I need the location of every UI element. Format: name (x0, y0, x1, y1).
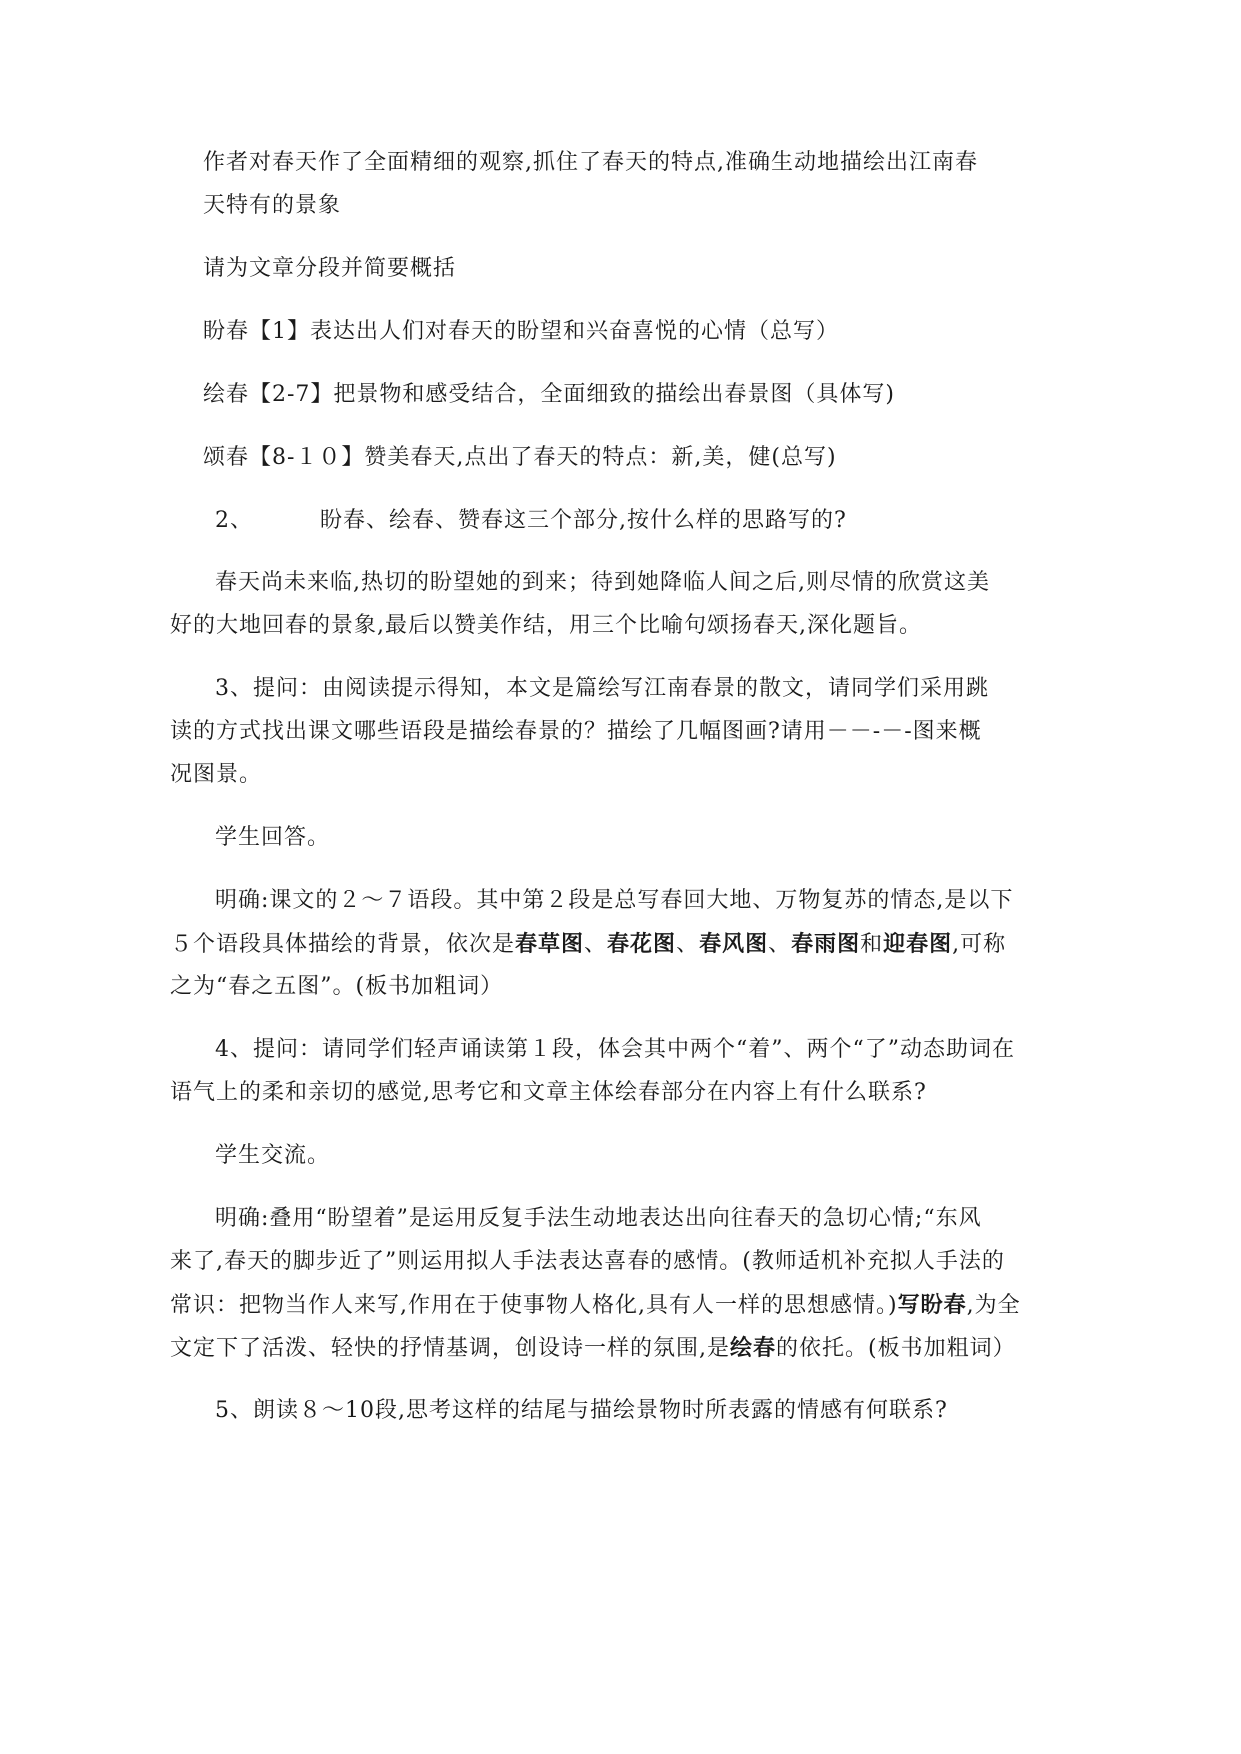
separator: 、 (768, 932, 792, 957)
bold-term: 绘春 (730, 1335, 777, 1361)
question-line: 3、提问：由阅读提示得知，本文是篇绘写江南春景的散文，请同学们采用跳 (215, 676, 989, 701)
bold-term: 春雨图 (791, 931, 861, 957)
separator: 、 (676, 932, 700, 957)
answer-line: 好的大地回春的景象,最后以赞美作结，用三个比喻句颂扬春天,深化题旨。 (170, 613, 922, 638)
bold-term: 迎春图 (883, 931, 953, 957)
question-line: 语气上的柔和亲切的感觉,思考它和文章主体绘春部分在内容上有什么联系? (170, 1080, 927, 1105)
clarification-text: ５个语段具体描绘的背景，依次是 (170, 932, 516, 957)
clarification-line: 来了,春天的脚步近了”则运用拟人手法表达喜春的感情。(教师适机补充拟人手法的 (170, 1249, 1005, 1274)
clarification-text: 文定下了活泼、轻快的抒情基调，创设诗一样的氛围,是 (170, 1336, 730, 1361)
clarification-line (170, 1333, 1016, 1364)
question-text: 盼春、绘春、赞春这三个部分,按什么样的思路写的? (320, 508, 847, 533)
section-summary-2: 绘春【2-7】把景物和感受结合，全面细致的描绘出春景图（具体写) (203, 382, 896, 407)
question-line: 5、朗读８～10段,思考这样的结尾与描绘景物时所表露的情感有何联系? (215, 1398, 948, 1423)
section-summary-1: 盼春【1】表达出人们对春天的盼望和兴奋喜悦的心情（总写） (203, 319, 839, 344)
clarification-line: 之为“春之五图”。(板书加粗词） (170, 974, 504, 999)
clarification-line: 明确:课文的２～７语段。其中第２段是总写春回大地、万物复苏的情态,是以下 (215, 888, 1014, 913)
section-summary-3: 颂春【8-１０】赞美春天,点出了春天的特点：新,美，健(总写) (203, 445, 837, 470)
paragraph-line: 作者对春天作了全面精细的观察,抓住了春天的特点,准确生动地描绘出江南春 (203, 150, 978, 175)
bold-term: 写盼春 (897, 1292, 967, 1318)
answer-line: 春天尚未来临,热切的盼望她的到来；待到她降临人间之后,则尽情的欣赏这美 (215, 570, 990, 595)
student-response: 学生回答。 (215, 825, 331, 850)
question-line: 4、提问：请同学们轻声诵读第１段，体会其中两个“着”、两个“了”动态助词在 (215, 1037, 1015, 1062)
clarification-line (170, 929, 1006, 960)
student-response: 学生交流。 (215, 1143, 331, 1168)
clarification-line: 明确:叠用“盼望着”是运用反复手法生动地表达出向往春天的急切心情;“东风 (215, 1206, 982, 1231)
paragraph-heading: 请为文章分段并简要概括 (203, 256, 457, 281)
bold-term: 春草图 (515, 931, 585, 957)
separator: 、 (584, 932, 608, 957)
clarification-text: 常识：把物当作人来写,作用在于使事物人格化,具有人一样的思想感情。) (170, 1293, 898, 1318)
question-line: 况图景。 (170, 762, 263, 787)
bold-term: 春花图 (607, 931, 677, 957)
clarification-text: ,为全 (966, 1293, 1021, 1318)
clarification-line (170, 1290, 1021, 1321)
paragraph-line: 天特有的景象 (203, 193, 342, 218)
clarification-text: 的依托。(板书加粗词） (776, 1336, 1016, 1361)
question-line: 读的方式找出课文哪些语段是描绘春景的？描绘了几幅图画?请用－－-－-图来概 (170, 719, 982, 744)
bold-term: 春风图 (699, 931, 769, 957)
clarification-text: ,可称 (952, 932, 1007, 957)
question-number: 2、 (215, 508, 253, 533)
separator: 和 (860, 932, 884, 957)
